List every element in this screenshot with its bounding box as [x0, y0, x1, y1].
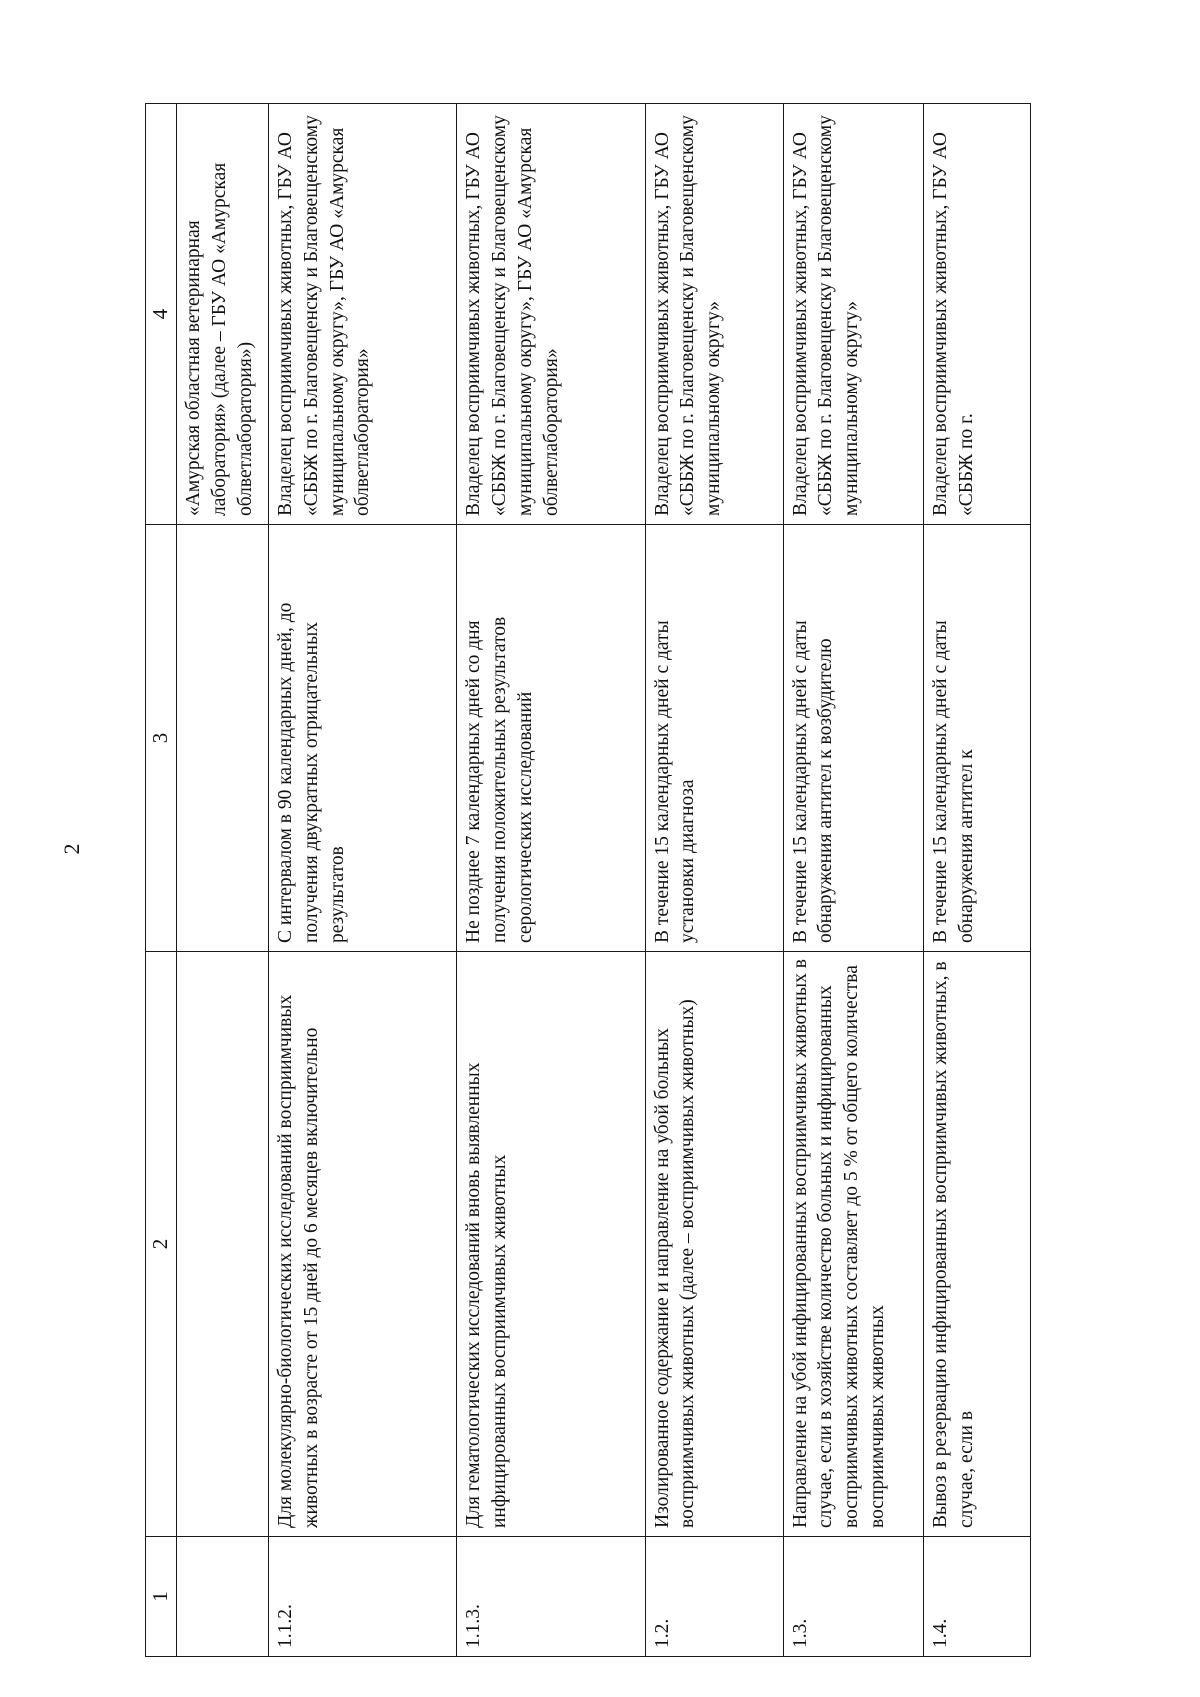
table-row: [923, 104, 1030, 1657]
row-number: 1.2.: [645, 1537, 783, 1657]
row-number: 1.3.: [783, 1537, 923, 1657]
page-number: 2: [59, 843, 84, 855]
table-row: [645, 104, 783, 1657]
measure-cell: Для молекулярно-биологических исследований восприимчивых животных в возрасте от 15 дней до 6 месяцев включительно: [269, 952, 457, 1537]
measures-table: [145, 103, 1031, 1657]
column-header-1: 1: [146, 1537, 177, 1657]
term-cell: В течение 15 календарных дней с даты обнаружения антител к возбудителю: [783, 525, 923, 952]
column-header-3: 3: [146, 525, 177, 952]
executor-cell: Владелец восприимчивых животных, ГБУ АО «СББЖ по г. Благовещенску и Благовещенскому муниципальному округу»: [645, 104, 783, 525]
measure-cell: Для гематологических исследований вновь выявленных инфицированных восприимчивых животных: [457, 952, 645, 1537]
term-cell: В течение 15 календарных дней с даты обнаружения антител к: [923, 525, 1030, 952]
executor-cell: Владелец восприимчивых животных, ГБУ АО «СББЖ по г.: [923, 104, 1030, 525]
rotated-table-container: [145, 104, 1031, 1657]
term-cell: Не позднее 7 календарных дней со дня получения положительных результатов серологических исследований: [457, 525, 645, 952]
table-row: [269, 104, 457, 1657]
term-cell: С интервалом в 90 календарных дней, до получения двукратных отрицательных результатов: [269, 525, 457, 952]
term-cell: В течение 15 календарных дней с даты установки диагноза: [645, 525, 783, 952]
row-number: 1.1.3.: [457, 1537, 645, 1657]
measure-cell: Вывоз в резервацию инфицированных восприимчивых животных, в случае, если в: [923, 952, 1030, 1537]
measure-cell: [177, 952, 269, 1537]
measure-cell: Направление на убой инфицированных восприимчивых животных в случае, если в хозяйстве количество больных и инфицированных восприимчивых животных составляет до 5 % от общего количества восприимчивых животных: [783, 952, 923, 1537]
measure-cell: Изолированное содержание и направление на убой больных восприимчивых животных (далее – восприимчивых животных): [645, 952, 783, 1537]
executor-cell: «Амурская областная ветеринарная лаборатория» (далее – ГБУ АО «Амурская облветлаборатория»): [177, 104, 269, 525]
row-number: 1.1.2.: [269, 1537, 457, 1657]
table-row: [457, 104, 645, 1657]
executor-cell: Владелец восприимчивых животных, ГБУ АО «СББЖ по г. Благовещенску и Благовещенскому муниципальному округу»: [783, 104, 923, 525]
executor-cell: Владелец восприимчивых животных, ГБУ АО «СББЖ по г. Благовещенску и Благовещенскому муниципальному округу», ГБУ АО «Амурская облветлаборатория»: [269, 104, 457, 525]
executor-cell: Владелец восприимчивых животных, ГБУ АО «СББЖ по г. Благовещенску и Благовещенскому муниципальному округу», ГБУ АО «Амурская облветлаборатория»: [457, 104, 645, 525]
column-header-2: 2: [146, 952, 177, 1537]
row-number: [177, 1537, 269, 1657]
term-cell: [177, 525, 269, 952]
column-header-4: 4: [146, 104, 177, 525]
table-row: [177, 104, 269, 1657]
table-row: [783, 104, 923, 1657]
row-number: 1.4.: [923, 1537, 1030, 1657]
table-header-row: [146, 104, 177, 1657]
